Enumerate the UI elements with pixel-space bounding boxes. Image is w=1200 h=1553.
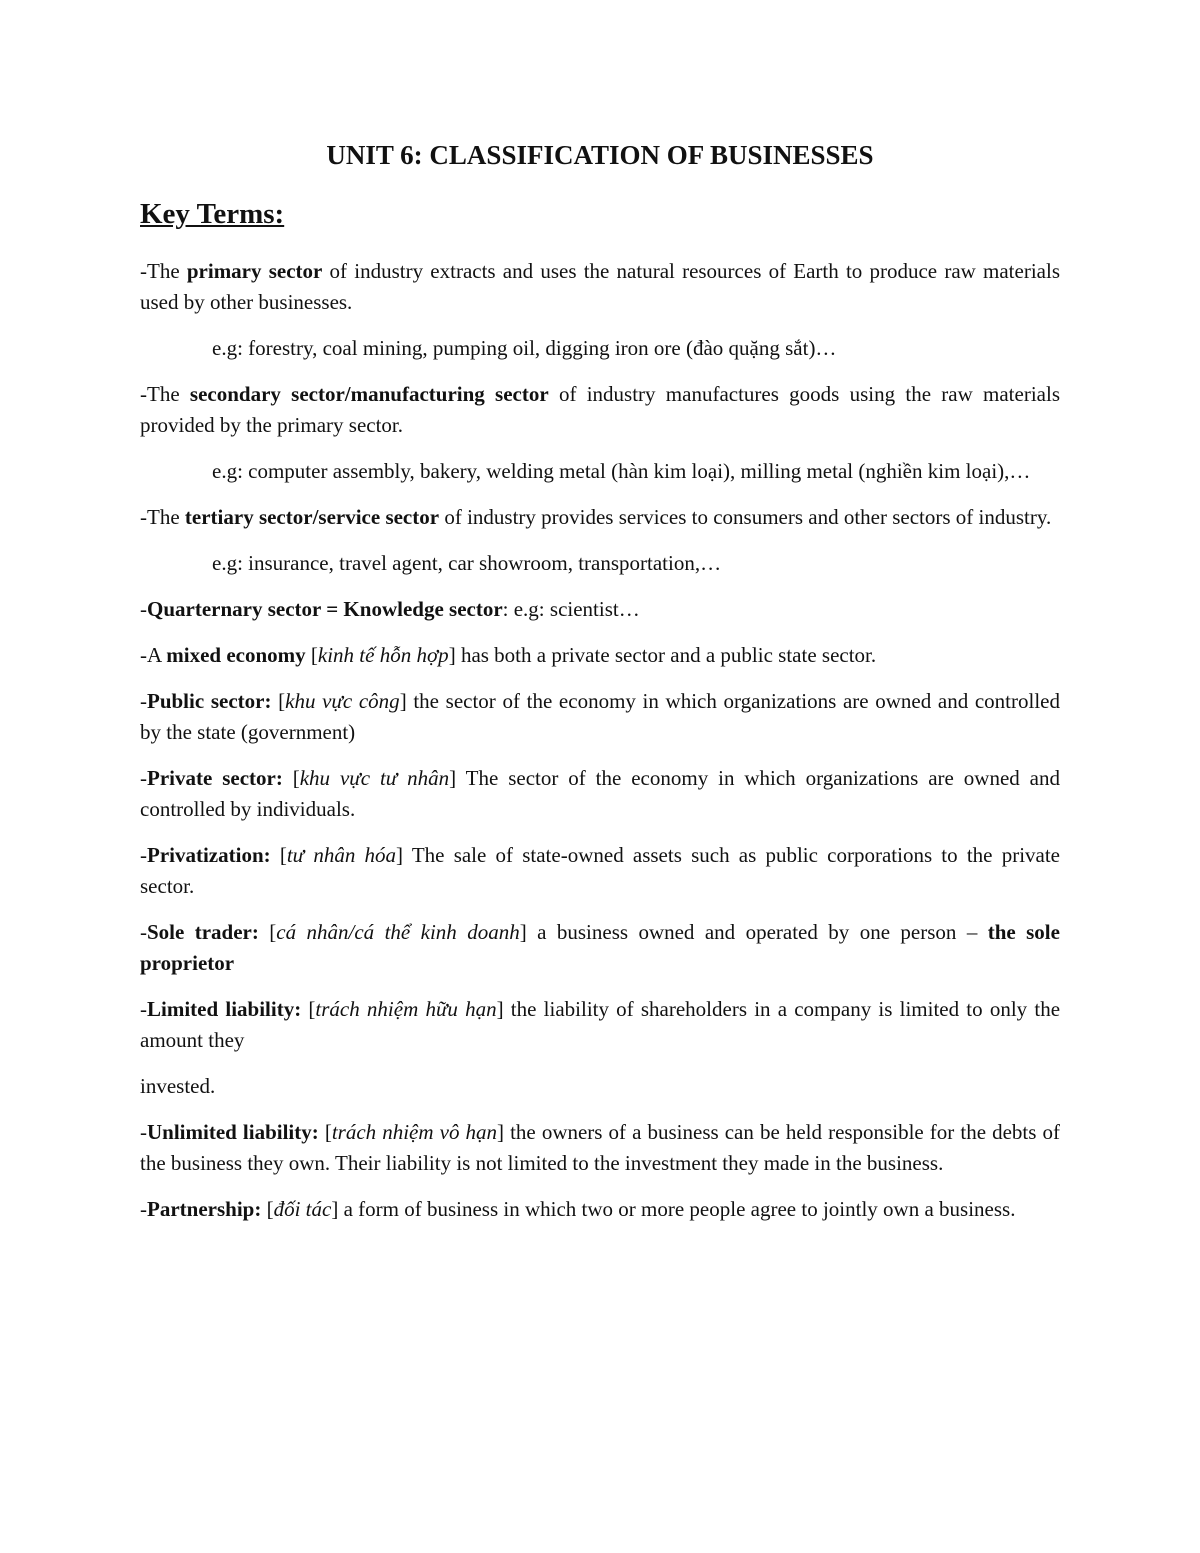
- public-sector-translation: khu vực công: [285, 689, 400, 713]
- bracket-open: [: [270, 843, 287, 867]
- quaternary-prefix: -: [140, 597, 147, 621]
- primary-sector-definition: [140, 256, 1060, 318]
- privatization-text: The sale of state-owned assets such as public corporations to the private sector.: [140, 843, 1060, 898]
- bracket-open: [: [318, 1120, 332, 1144]
- public-sector-prefix: -: [140, 689, 147, 713]
- tertiary-sector-definition: [140, 502, 1060, 533]
- secondary-prefix: -The: [140, 382, 190, 406]
- sole-proprietor-term: the sole proprietor: [140, 920, 1060, 975]
- tertiary-sector-term: tertiary sector/service sector: [184, 505, 440, 529]
- quaternary-sector-definition: [140, 594, 1060, 625]
- bracket-open: [: [271, 689, 286, 713]
- privatization-prefix: -: [140, 843, 147, 867]
- mixed-economy-term: mixed economy: [166, 643, 306, 667]
- partnership-term: Partnership:: [147, 1197, 262, 1221]
- private-sector-text: The sector of the economy in which organizations are owned and controlled by individuals.: [140, 766, 1060, 821]
- mixed-economy-prefix: -A: [140, 643, 167, 667]
- private-sector-translation: khu vực tư nhân: [299, 766, 450, 790]
- partnership-prefix: -: [140, 1197, 147, 1221]
- bracket-open: [: [301, 997, 316, 1021]
- primary-sector-example: e.g: forestry, coal mining, pumping oil, digging iron ore (đào quặng sắt)…: [212, 336, 837, 360]
- bracket-close: ]: [497, 1120, 505, 1144]
- limited-liability-term: Limited liability:: [147, 997, 302, 1021]
- unlimited-liability-translation: trách nhiệm vô hạn: [331, 1120, 498, 1144]
- key-terms-heading: Key Terms:: [140, 198, 285, 230]
- bracket-open: [: [282, 766, 300, 790]
- public-sector-term: Public sector:: [147, 689, 272, 713]
- document-title: UNIT 6: CLASSIFICATION OF BUSINESSES: [326, 140, 874, 170]
- quaternary-sector-text: : e.g: scientist…: [502, 597, 640, 621]
- tertiary-sector-text: of industry provides services to consumers and other sectors of industry.: [439, 505, 1052, 529]
- mixed-economy-text: has both a private sector and a public state sector.: [455, 643, 877, 667]
- sole-trader-definition: [140, 917, 1060, 979]
- secondary-sector-text: of industry manufactures goods using the raw materials provided by the primary sector.: [140, 382, 1060, 437]
- bracket-close: ]: [449, 766, 457, 790]
- sole-trader-text: a business owned and operated by one person –: [526, 920, 988, 944]
- bracket-open: [: [261, 1197, 274, 1221]
- limited-liability-prefix: -: [140, 997, 147, 1021]
- primary-prefix: -The: [140, 259, 187, 283]
- quaternary-sector-term: Quarternary sector = Knowledge sector: [147, 597, 503, 621]
- partnership-text: a form of business in which two or more people agree to jointly own a business.: [338, 1197, 1016, 1221]
- partnership-definition: [140, 1194, 1060, 1225]
- document-body: [140, 256, 1060, 1240]
- partnership-translation: đối tác: [273, 1197, 332, 1221]
- bracket-close: ]: [396, 843, 404, 867]
- sole-trader-prefix: -: [140, 920, 147, 944]
- mixed-economy-definition: [140, 640, 1060, 671]
- unlimited-liability-definition: [140, 1117, 1060, 1179]
- privatization-definition: [140, 840, 1060, 902]
- tertiary-sector-example: e.g: insurance, travel agent, car showroom, transportation,…: [212, 551, 722, 575]
- unlimited-liability-text: the owners of a business can be held responsible for the debts of the business they own. Their liability is not limited to the investment they made in the business.: [140, 1120, 1060, 1175]
- bracket-close: ]: [519, 920, 527, 944]
- secondary-sector-term: secondary sector/manufacturing sector: [189, 382, 549, 406]
- limited-liability-translation: trách nhiệm hữu hạn: [315, 997, 497, 1021]
- limited-liability-text: the liability of shareholders in a company is limited to only the amount they: [140, 997, 1061, 1052]
- private-sector-prefix: -: [140, 766, 147, 790]
- privatization-term: Privatization:: [147, 843, 271, 867]
- privatization-translation: tư nhân hóa: [286, 843, 397, 867]
- bracket-close: ]: [399, 689, 407, 713]
- unlimited-liability-term: Unlimited liability:: [147, 1120, 319, 1144]
- mixed-economy-translation: kinh tế hỗn hợp: [317, 643, 449, 667]
- tertiary-prefix: -The: [140, 505, 185, 529]
- secondary-sector-example: e.g: computer assembly, bakery, welding metal (hàn kim loại), milling metal (nghiền kim loại),…: [212, 459, 1031, 483]
- primary-sector-text: of industry extracts and uses the natural resources of Earth to produce raw materials used by other businesses.: [140, 259, 1060, 314]
- public-sector-definition: [140, 686, 1060, 748]
- secondary-sector-definition: [140, 379, 1060, 441]
- limited-liability-continuation: invested.: [140, 1074, 216, 1098]
- limited-liability-definition: [140, 994, 1060, 1056]
- bracket-close: ]: [496, 997, 504, 1021]
- bracket-open: [: [305, 643, 318, 667]
- unlimited-liability-prefix: -: [140, 1120, 147, 1144]
- sole-trader-translation: cá nhân/cá thể kinh doanh: [276, 920, 520, 944]
- private-sector-definition: [140, 763, 1060, 825]
- sole-trader-term: Sole trader:: [147, 920, 259, 944]
- bracket-close: ]: [448, 643, 456, 667]
- bracket-open: [: [258, 920, 277, 944]
- primary-sector-term: primary sector: [186, 259, 323, 283]
- private-sector-term: Private sector:: [147, 766, 283, 790]
- public-sector-text: the sector of the economy in which organizations are owned and controlled by the state (government): [140, 689, 1060, 744]
- bracket-close: ]: [331, 1197, 339, 1221]
